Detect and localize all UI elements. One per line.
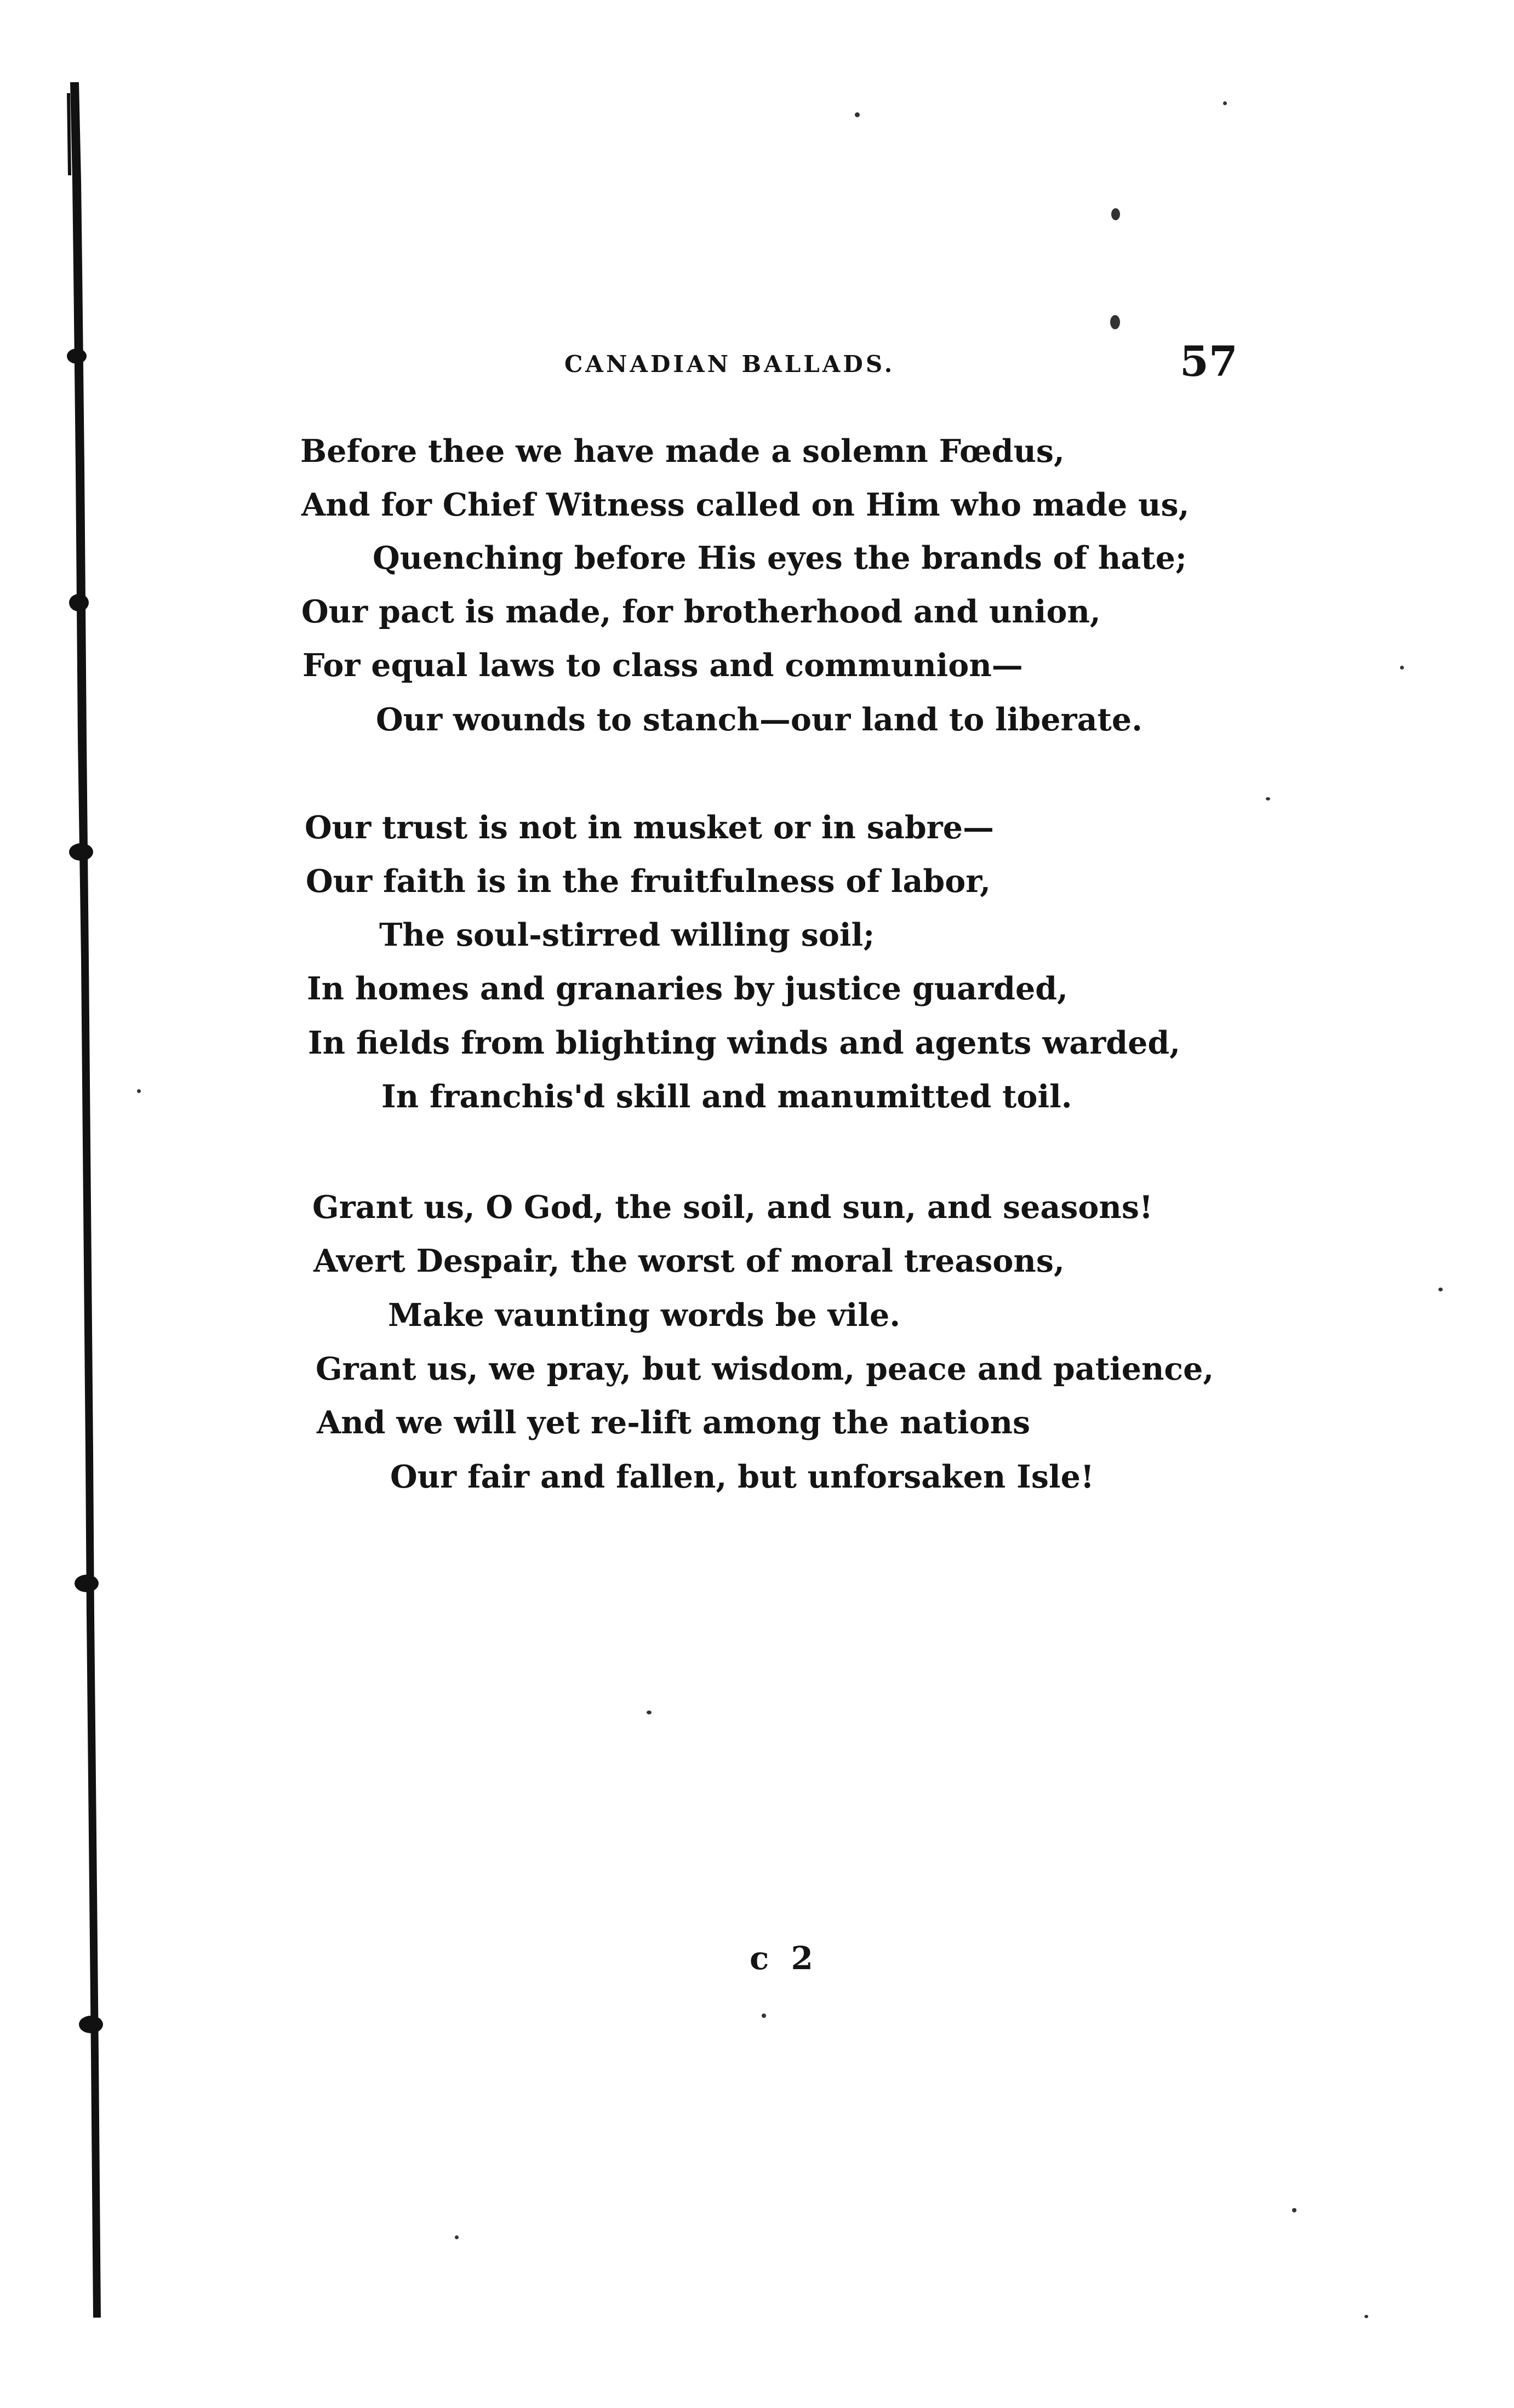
- scan-speck: [137, 1089, 141, 1093]
- scan-speck: [1110, 315, 1120, 329]
- scan-speck: [1400, 666, 1404, 670]
- poem-line: Grant us, we pray, but wisdom, peace and patience,: [316, 1351, 1214, 1387]
- scan-speck: [647, 1711, 652, 1714]
- poem-line: And for Chief Witness called on Him who made us,: [301, 487, 1190, 523]
- poem-line: The soul-stirred willing soil;: [379, 917, 875, 953]
- poem-line: Before thee we have made a solemn Fœdus,: [300, 433, 1065, 470]
- poem-line: Our trust is not in musket or in sabre—: [305, 809, 994, 846]
- poem-line: In franchis'd skill and manumitted toil.: [381, 1078, 1072, 1115]
- page-number: 57: [1180, 337, 1238, 386]
- scan-speck: [1364, 2315, 1368, 2318]
- poem-line: Grant us, O God, the soil, and sun, and seasons!: [312, 1189, 1153, 1226]
- poem-line: Make vaunting words be vile.: [388, 1297, 901, 1334]
- signature-mark: c 2: [750, 1940, 819, 1977]
- poem-line: And we will yet re-lift among the nations: [317, 1404, 1031, 1441]
- poem-line: Our pact is made, for brotherhood and union,: [301, 593, 1101, 630]
- poem-line: Our wounds to stanch—our land to liberate.: [376, 701, 1142, 738]
- poem-line: Our faith is in the fruitfulness of labor,: [306, 863, 991, 900]
- scan-speck: [1438, 1288, 1443, 1291]
- poem-line: For equal laws to class and communion—: [302, 647, 1023, 684]
- scan-speck: [1266, 797, 1270, 800]
- scan-speck: [855, 112, 860, 117]
- poem-line: Our fair and fallen, but unforsaken Isle!: [390, 1458, 1094, 1495]
- poem-line: Quenching before His eyes the brands of hate;: [373, 540, 1187, 576]
- running-head: CANADIAN BALLADS.: [564, 351, 895, 377]
- scan-speck: [455, 2235, 459, 2239]
- scan-speck: [1292, 2208, 1296, 2212]
- scan-speck: [1223, 101, 1227, 105]
- poem-line: Avert Despair, the worst of moral treasons,: [313, 1243, 1065, 1279]
- scan-speck: [762, 2014, 766, 2018]
- scan-speck: [1111, 208, 1120, 220]
- binding-edge-line: [65, 82, 103, 2318]
- poem-line: In homes and granaries by justice guarded,: [307, 970, 1068, 1007]
- poem-line: In fields from blighting winds and agents warded,: [308, 1025, 1181, 1061]
